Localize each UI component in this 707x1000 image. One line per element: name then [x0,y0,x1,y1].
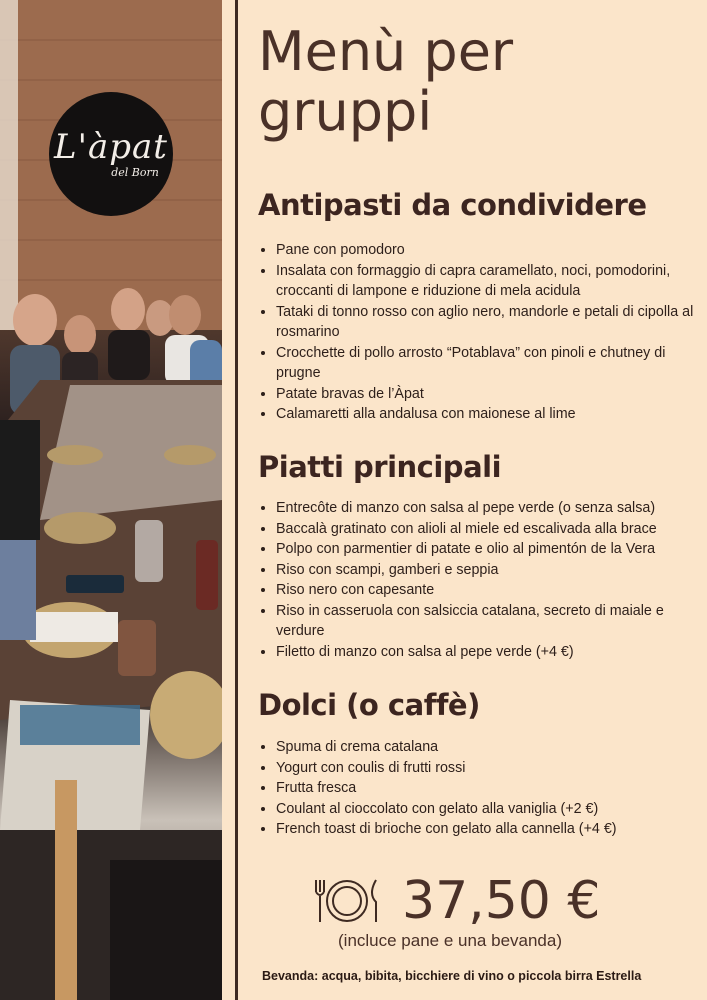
list-item: • Entrecôte di manzo con salsa al pepe verde (o senza salsa) [276,498,696,519]
list-item: • Insalata con formaggio di capra caramellato, noci, pomodorini, croccanti di lampone e riduzione di mela acidula [276,261,696,302]
list-item: • Filetto di manzo con salsa al pepe verde (+4 €) [276,642,696,663]
list-item: • Coulant al cioccolato con gelato alla vaniglia (+2 €) [276,799,696,820]
list-item: • Spuma di crema catalana [276,737,696,758]
page-title: Menù per gruppi [258,20,514,143]
logo-wordmark: L'àpat [54,126,168,167]
list-item: • Riso con scampi, gamberi e seppia [276,560,696,581]
list-item: • Baccalà gratinato con alioli al miele ed escalivada alla brace [276,519,696,540]
list-item: • French toast di brioche con gelato alla cannella (+4 €) [276,819,696,840]
price-row [310,866,640,936]
group-dinner-photo [0,0,222,1000]
list-item: • Calamaretti alla andalusa con maionese al lime [276,404,696,425]
list-item: • Riso nero con capesante [276,580,696,601]
piatti-principali-list [276,498,696,662]
cutlery-plate-icon [310,876,384,926]
restaurant-logo [49,92,173,216]
list-item: • Crocchette di pollo arrosto “Potablava” con pinoli e chutney di prugne [276,343,696,384]
list-item: • Tataki di tonno rosso con aglio nero, mandorle e petali di cipolla al rosmarino [276,302,696,343]
drink-note: Bevanda: acqua, bibita, bicchiere di vino o piccola birra Estrella [262,969,642,983]
list-item: • Pane con pomodoro [276,240,696,261]
section-title-antipasti: Antipasti da condividere [258,188,647,222]
price-note: (incluce pane e una bevanda) [338,931,562,950]
list-item: • Frutta fresca [276,778,696,799]
section-title-piatti-principali: Piatti principali [258,450,502,484]
vertical-divider [235,0,238,1000]
list-item: • Riso in casseruola con salsiccia catalana, secreto di maiale e verdure [276,601,696,642]
logo-subtitle: del Born [111,165,159,179]
dolci-list [276,737,696,840]
list-item: • Patate bravas de l’Àpat [276,384,696,405]
antipasti-list [276,240,696,425]
price: 37,50 € [402,871,601,931]
list-item: • Polpo con parmentier di patate e olio al pimentón de la Vera [276,539,696,560]
list-item: • Yogurt con coulis di frutti rossi [276,758,696,779]
section-title-dolci: Dolci (o caffè) [258,688,480,722]
